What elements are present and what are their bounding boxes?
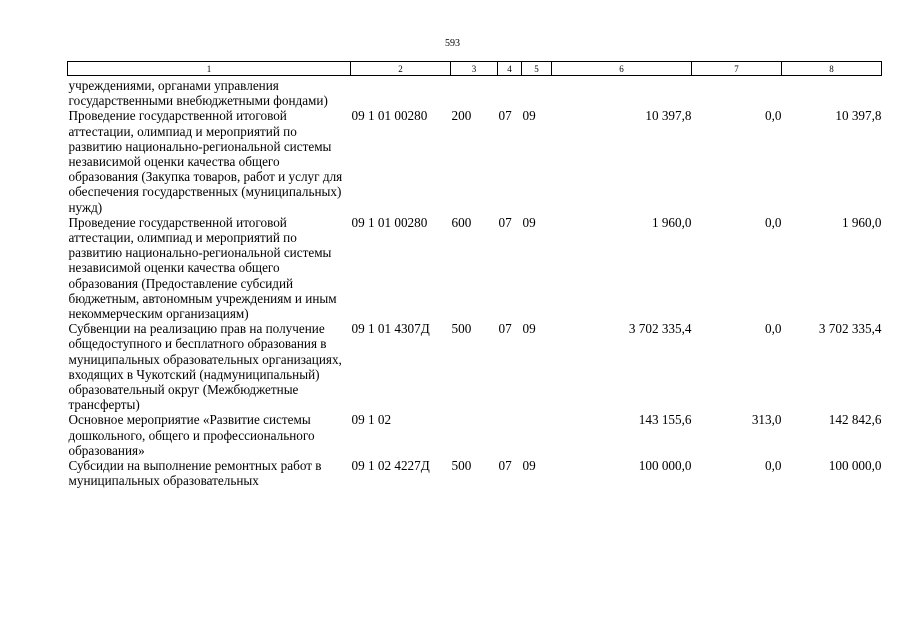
column-header-5: 5 [522, 62, 552, 76]
row-amount-col7: 0,0 [765, 321, 782, 337]
row-section [498, 412, 522, 458]
row-amount-col6 [552, 76, 692, 109]
row-description: Субсидии на выполнение ремонтных работ в муниципальных образовательных [68, 458, 322, 489]
row-target-code: 09 1 01 4307Д [351, 321, 430, 337]
table-row [68, 76, 882, 109]
row-expense-type [451, 412, 498, 458]
row-amount-col6: 3 702 335,4 [628, 321, 692, 337]
row-target-code: 09 1 02 [351, 412, 392, 428]
table-row [68, 321, 882, 412]
table-row [68, 215, 882, 321]
row-target-code: 09 1 01 00280 [351, 108, 428, 124]
row-subsection [522, 76, 552, 109]
row-target-code: 09 1 02 4227Д [351, 458, 430, 474]
row-description: учреждениями, органами управления государственными внебюджетными фондами) [68, 78, 328, 109]
row-amount-col7: 313,0 [751, 412, 782, 428]
row-amount-col7: 0,0 [765, 214, 782, 230]
row-subsection: 09 [522, 108, 536, 124]
row-section: 07 [498, 321, 512, 337]
row-description: Проведение государственной итоговой аттестации, олимпиад и мероприятий по развитию национально-региональной системы независимой оценки качества общего образования (Закупка товаров, работ и услуг для обеспечения государственных (муниципальных) нужд) [68, 108, 343, 215]
row-expense-type: 500 [451, 458, 472, 474]
row-amount-col7: 0,0 [765, 108, 782, 124]
row-expense-type: 500 [451, 321, 472, 337]
row-target-code [351, 76, 451, 109]
row-description: Основное мероприятие «Развитие системы дошкольного, общего и профессионального образования» [68, 412, 315, 458]
table-header [68, 62, 882, 76]
row-amount-col8: 100 000,0 [828, 458, 882, 474]
row-expense-type: 200 [451, 108, 472, 124]
row-expense-type [451, 76, 498, 109]
column-header-2: 2 [351, 62, 451, 76]
row-amount-col7 [692, 76, 782, 109]
table-row [68, 108, 882, 214]
table-row [68, 412, 882, 458]
row-subsection [522, 412, 552, 458]
column-header-4: 4 [498, 62, 522, 76]
table-row [68, 458, 882, 488]
budget-table [67, 61, 882, 488]
row-description: Субвенции на реализацию прав на получение общедоступного и бесплатного образования в муниципальных образовательных организациях, входящих в Чукотский (надмуниципальный) образовательный округ (Межбюджетные трансферты) [68, 321, 342, 413]
row-amount-col8: 10 397,8 [835, 108, 882, 124]
column-header-1: 1 [68, 62, 351, 76]
row-amount-col6: 143 155,6 [638, 412, 692, 428]
row-amount-col6: 10 397,8 [645, 108, 692, 124]
column-header-7: 7 [692, 62, 782, 76]
row-amount-col8 [782, 76, 882, 109]
row-amount-col8: 142 842,6 [828, 412, 882, 428]
row-amount-col6: 100 000,0 [638, 458, 692, 474]
row-amount-col8: 1 960,0 [841, 214, 882, 230]
table-body [68, 76, 882, 489]
column-header-3: 3 [451, 62, 498, 76]
row-amount-col6: 1 960,0 [651, 214, 692, 230]
page-number: 593 [445, 38, 460, 49]
row-subsection: 09 [522, 214, 536, 230]
row-section: 07 [498, 214, 512, 230]
column-header-8: 8 [782, 62, 882, 76]
row-amount-col8: 3 702 335,4 [818, 321, 882, 337]
header-row [68, 62, 882, 76]
row-target-code: 09 1 01 00280 [351, 214, 428, 230]
row-subsection: 09 [522, 321, 536, 337]
row-description: Проведение государственной итоговой аттестации, олимпиад и мероприятий по развитию национально-региональной системы независимой оценки качества общего образования (Предоставление субсидий бюджетным, автономным учреждениям и иным некоммерческим организациям) [68, 214, 337, 322]
row-amount-col7: 0,0 [765, 458, 782, 474]
row-section: 07 [498, 458, 512, 474]
row-subsection: 09 [522, 458, 536, 474]
row-section: 07 [498, 108, 512, 124]
column-header-6: 6 [552, 62, 692, 76]
row-section [498, 76, 522, 109]
row-expense-type: 600 [451, 214, 472, 230]
